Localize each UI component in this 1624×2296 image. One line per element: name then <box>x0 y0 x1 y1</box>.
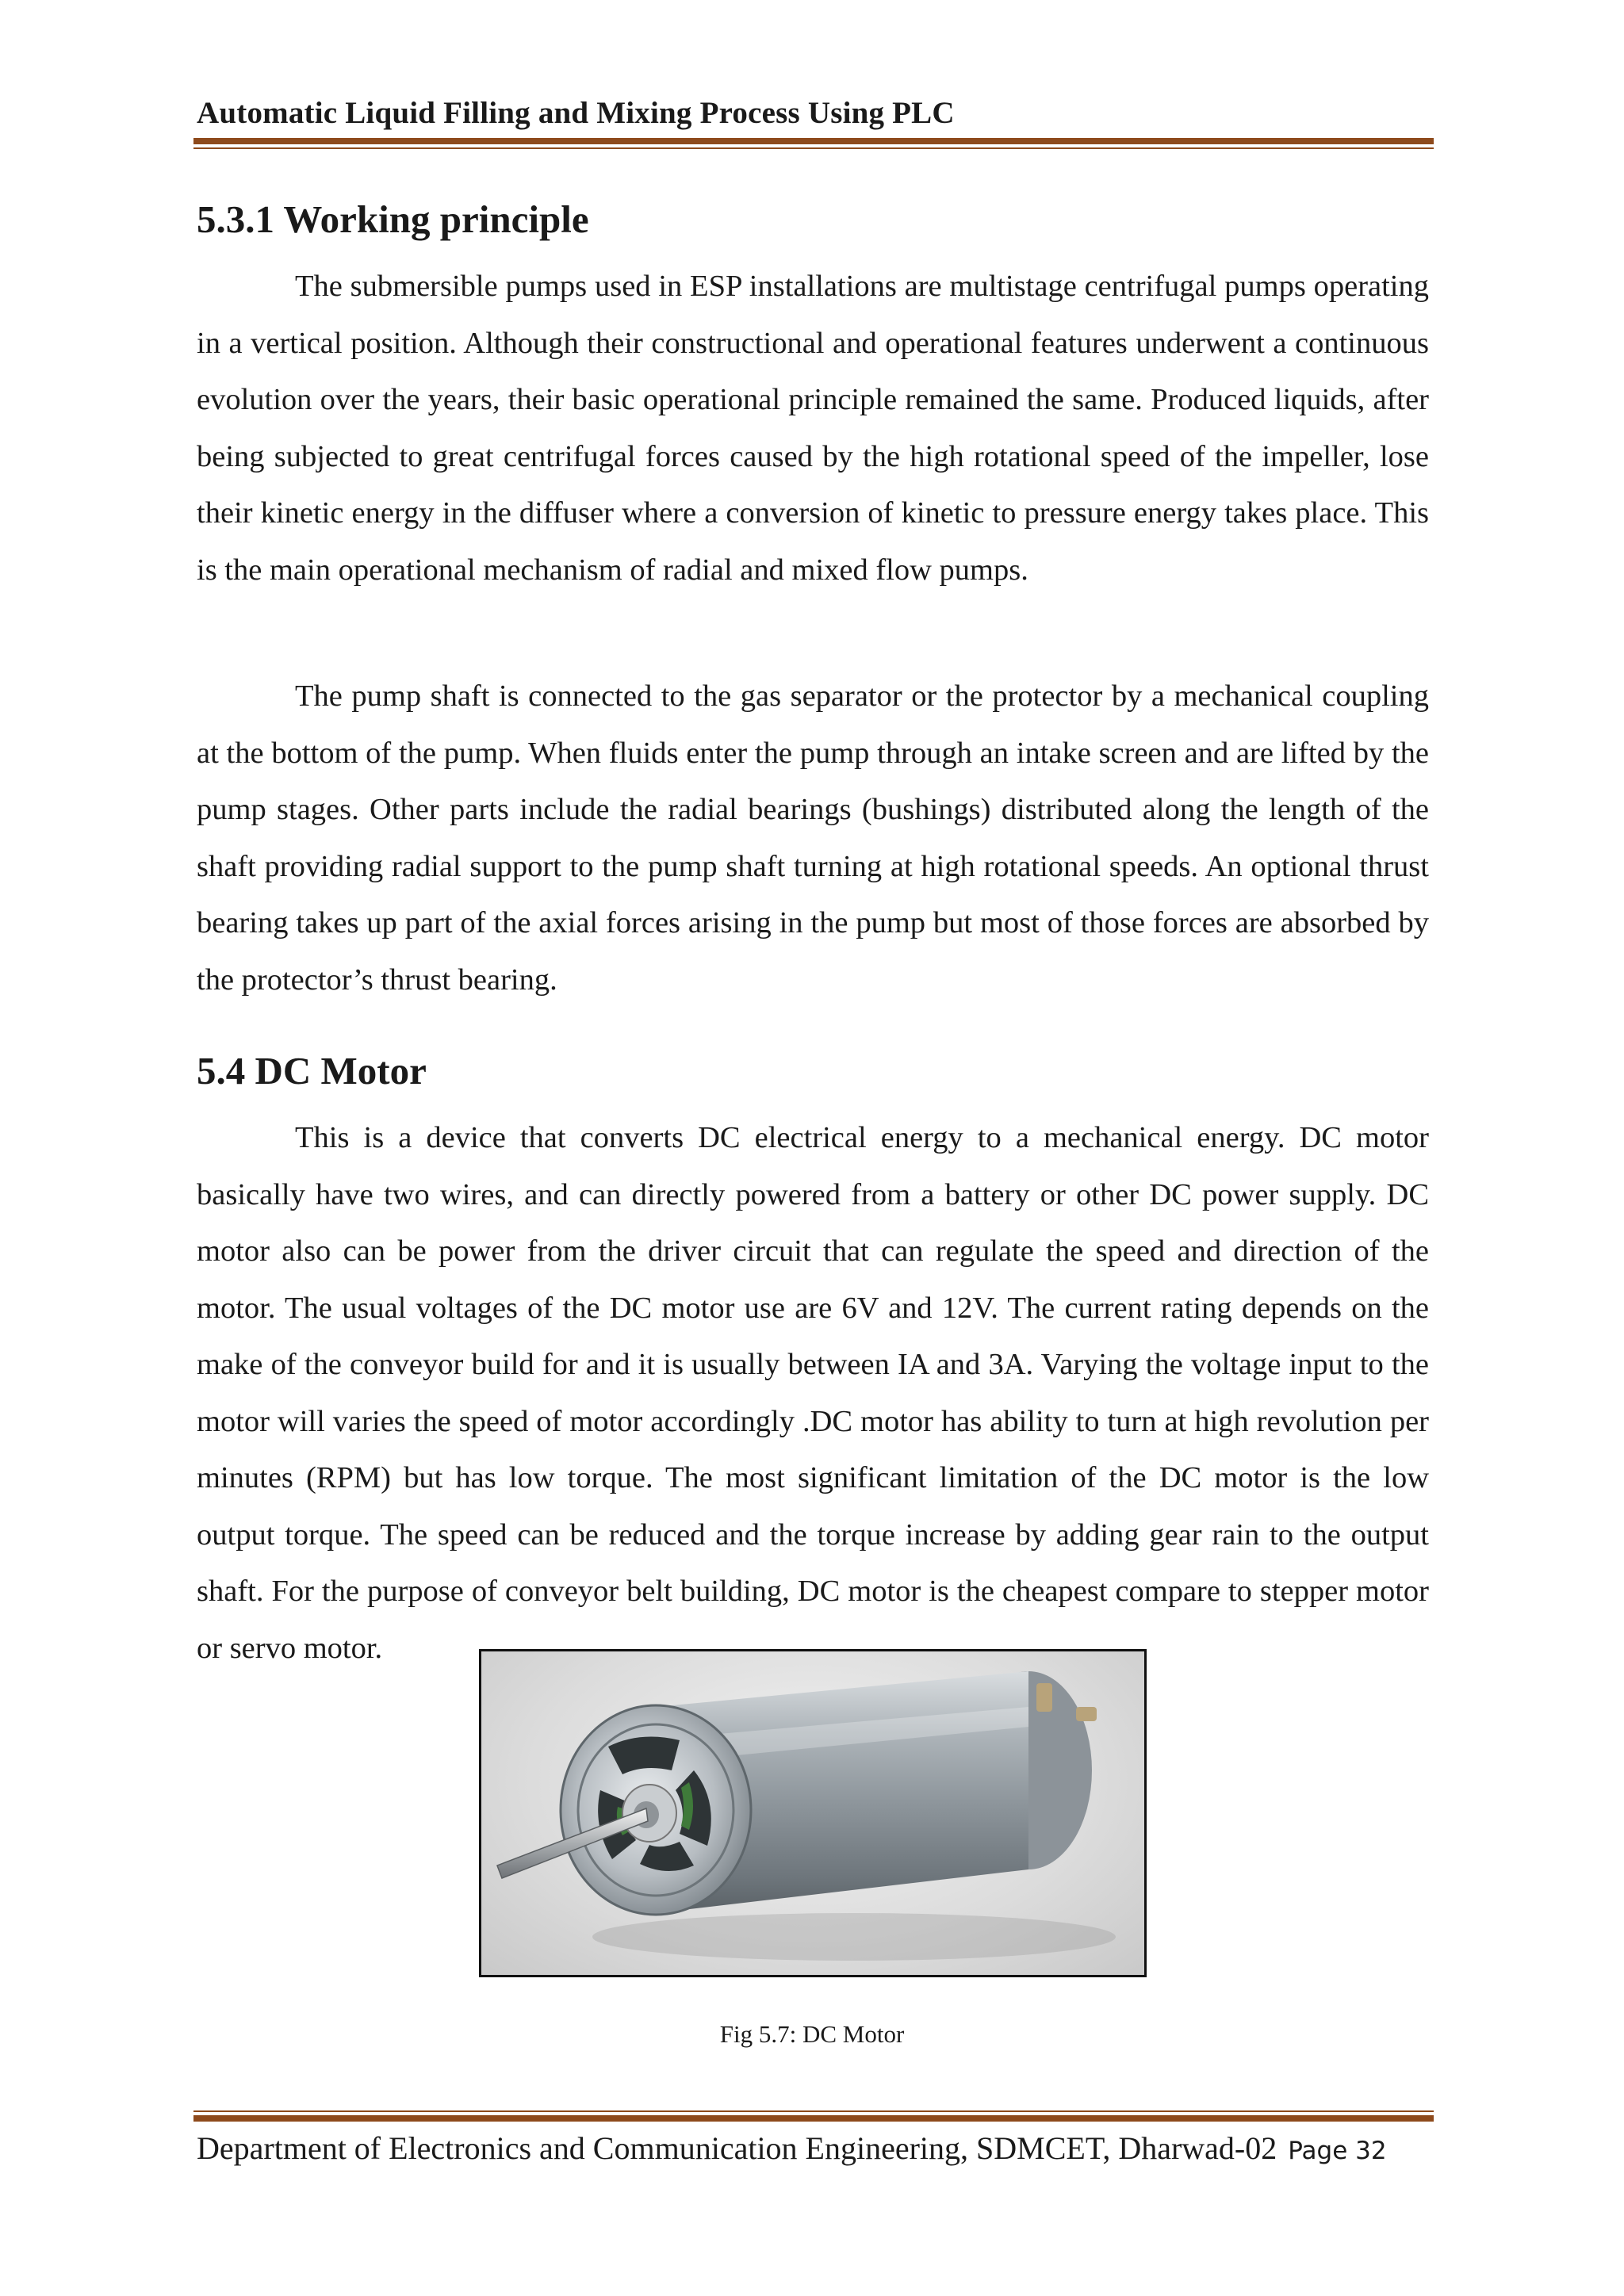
dc-motor-illustration <box>481 1651 1144 1975</box>
section-heading-dc-motor: 5.4 DC Motor <box>197 1049 427 1093</box>
motor-shadow <box>592 1913 1116 1961</box>
header-rule-thin <box>193 147 1434 149</box>
running-header-title: Automatic Liquid Filling and Mixing Process Using PLC <box>197 96 955 130</box>
dc-motor-figure <box>479 1649 1147 1977</box>
paragraph-working-principle-2: The pump shaft is connected to the gas separator or the protector by a mechanical coupling at the bottom of the pump. When fluids enter the pump through an intake screen and are lifted by the pump stages. Other parts include the radial bearings (bushings) distributed along the length of the shaft providing radial support to the pump shaft turning at high rotational speeds. An optional thrust bearing takes up part of the axial forces arising in the pump but most of those forces are absorbed by the protector’s thrust bearing. <box>197 679 1429 997</box>
footer-rule-thick <box>193 2115 1434 2122</box>
motor-terminal-top <box>1036 1683 1052 1712</box>
footer <box>197 2130 1387 2167</box>
motor-terminal-side <box>1076 1707 1097 1721</box>
footer-page-number: Page 32 <box>1288 2137 1387 2165</box>
section-heading-working-principle: 5.3.1 Working principle <box>197 197 589 241</box>
header-rule-thick <box>193 138 1434 144</box>
footer-rule-thin <box>193 2110 1434 2112</box>
paragraph-dc-motor: This is a device that converts DC electrical energy to a mechanical energy. DC motor basically have two wires, and can directly powered from a battery or other DC power supply. DC motor also can be power from the driver circuit that can regulate the speed and direction of the motor. The usual voltages of the DC motor use are 6V and 12V. The current rating depends on the make of the conveyor build for and it is usually between IA and 3A. Varying the voltage input to the motor will varies the speed of motor accordingly .DC motor has ability to turn at high revolution per minutes (RPM) but has low torque. The most significant limitation of the DC motor is the low output torque. The speed can be reduced and the torque increase by adding gear rain to the output shaft. For the purpose of conveyor belt building, DC motor is the cheapest compare to stepper motor or servo motor. <box>197 1121 1429 1665</box>
figure-caption: Fig 5.7: DC Motor <box>719 2020 905 2048</box>
paragraph-working-principle-1: The submersible pumps used in ESP installations are multistage centrifugal pumps operating in a vertical position. Although their constructional and operational features underwent a continuous evolution over the years, their basic operational principle remained the same. Produced liquids, after being subjected to great centrifugal forces caused by the high rotational speed of the impeller, lose their kinetic energy in the diffuser where a conversion of kinetic to pressure energy takes place. This is the main operational mechanism of radial and mixed flow pumps. <box>197 270 1429 587</box>
footer-department: Department of Electronics and Communication Engineering, SDMCET, Dharwad-02 <box>197 2130 1277 2166</box>
